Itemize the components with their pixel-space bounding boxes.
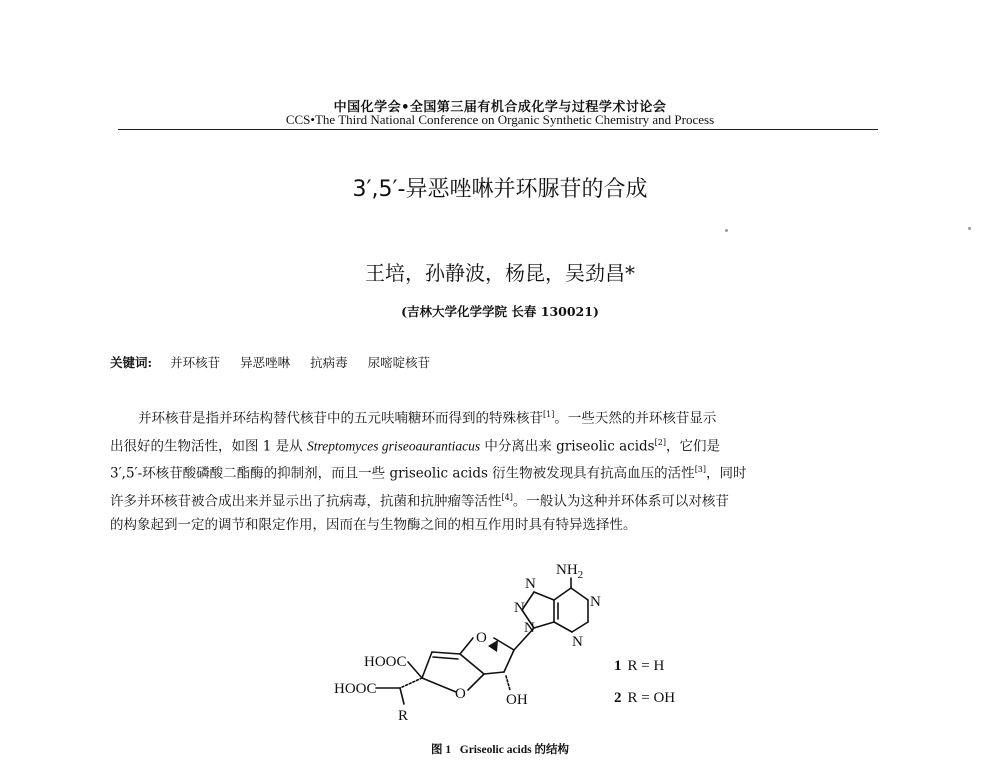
- atom-label: N: [524, 620, 535, 636]
- atom-label: N: [525, 576, 536, 592]
- species-name: Streptomyces griseoaurantiacus: [306, 438, 481, 453]
- compound-label: 2 R = OH: [614, 690, 676, 706]
- keyword-item: 尿嘧啶核苷: [367, 355, 431, 370]
- atom-label: O: [455, 686, 466, 702]
- header-rule: [118, 129, 878, 130]
- keyword-item: 并环核苷: [170, 355, 221, 370]
- paragraph-line: 许多并环核苷被合成出来并显示出了抗病毒，抗菌和抗肿瘤等活性[4]。一般认为这种并环体系可以对核苷: [110, 492, 729, 509]
- scan-speck: [725, 229, 728, 232]
- nh2-label: $NH_2$: [556, 562, 584, 581]
- carboxyl-label: HOOC: [364, 654, 407, 670]
- paragraph-line: 出很好的生物活性，如图 1 是从 Streptomyces griseoaurantiacus 中分离出来 griseolic acids[2]，它们是: [110, 437, 720, 454]
- paper-title: 3′,5′-异恶唑啉并环脲苷的合成: [352, 177, 648, 202]
- keywords-label: 关键词:: [110, 355, 153, 370]
- scan-speck: [968, 227, 971, 230]
- atom-label: N: [590, 594, 601, 610]
- carboxyl-label: HOOC: [334, 681, 377, 697]
- keyword-item: 异恶唑啉: [240, 355, 291, 370]
- paragraph-line: 的构象起到一定的调节和限定作用，因而在与生物酶之间的相互作用时具有特异选择性。: [110, 517, 637, 533]
- keyword-item: 抗病毒: [310, 355, 348, 370]
- citation: [3]: [694, 465, 707, 474]
- atom-label: O: [476, 630, 487, 646]
- compound-label: 1 R = H: [614, 658, 665, 674]
- r-group-label: R: [398, 708, 409, 724]
- conference-title-en: CCS•The Third National Conference on Organic Synthetic Chemistry and Process: [285, 112, 715, 127]
- atom-label: N: [514, 600, 525, 616]
- keywords: [110, 353, 446, 371]
- citation: [2]: [654, 437, 666, 447]
- citation: [4]: [501, 492, 513, 502]
- griseolic-acid-structure: [318, 548, 718, 748]
- paragraph-line: 并环核苷是指并环结构替代核苷中的五元呋喃糖环而得到的特殊核苷[1]。一些天然的并环核苷显示: [138, 410, 717, 427]
- affiliation: (吉林大学化学学院 长春 130021): [401, 304, 599, 319]
- paragraph-line: 3′,5′-环核苷酸磷酸二酯酶的抑制剂，而且一些 griseolic acids 衍生物被发现具有抗高血压的活性[3]，同时: [110, 465, 747, 482]
- caption-text: Griseolic acids 的结构: [459, 744, 569, 756]
- author-list: 王培，孙静波，杨昆，吴劲昌*: [365, 261, 635, 285]
- caption-label: 图 1: [431, 744, 452, 756]
- intro-paragraph: [110, 403, 888, 537]
- citation: [1]: [543, 410, 555, 419]
- hydroxyl-label: OH: [506, 692, 528, 708]
- atom-label: N: [572, 634, 583, 650]
- conference-title-cn: 中国化学会•全国第三届有机合成化学与过程学术讨论会: [333, 100, 667, 115]
- figure-caption: [0, 741, 1000, 757]
